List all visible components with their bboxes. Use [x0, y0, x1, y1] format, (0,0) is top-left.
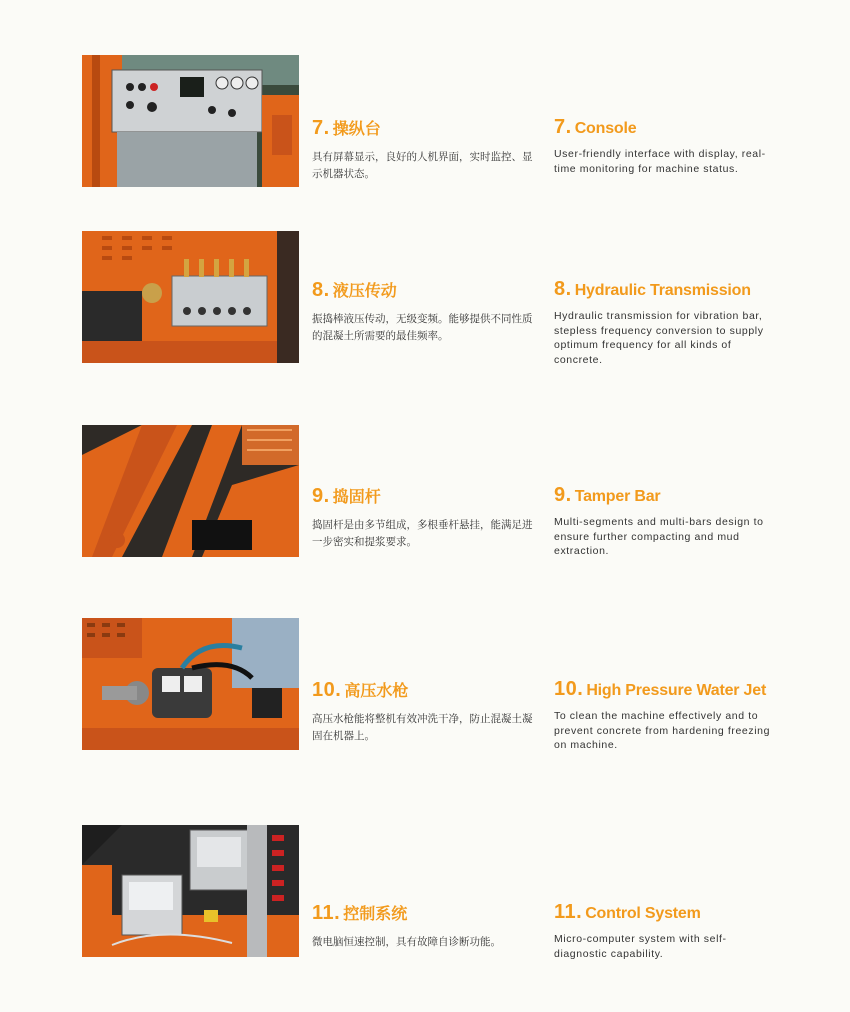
feature-title-en: Console — [574, 120, 637, 137]
console-control-panel-photo — [82, 55, 299, 187]
feature-desc-cn: 具有屏幕显示，良好的人机界面，实时监控、显示机器状态。 — [312, 151, 533, 180]
feature-desc-cn: 微电脑恒速控制，具有故障自诊断功能。 — [312, 936, 501, 948]
feature-desc-en: Micro-computer system with self-diagnostic capability. — [554, 933, 727, 960]
feature-number: 7. — [312, 117, 330, 139]
feature-desc-cn: 高压水枪能将整机有效冲洗干净，防止混凝土凝固在机器上。 — [312, 713, 533, 742]
feature-desc-en: To clean the machine effectively and to prevent concrete from hardening freezing on machine. — [554, 710, 771, 751]
feature-title-en: High Pressure Water Jet — [586, 682, 767, 699]
feature-number: 8. — [554, 278, 572, 300]
feature-number: 10. — [312, 679, 342, 701]
feature-title-cn: 液压传动 — [332, 283, 397, 300]
feature-title-en: Tamper Bar — [574, 488, 661, 505]
tamper-bar-photo — [82, 425, 299, 557]
feature-number: 10. — [554, 678, 584, 700]
feature-title-cn: 操纵台 — [332, 121, 381, 138]
feature-title-en: Hydraulic Transmission — [574, 282, 751, 299]
feature-desc-en: Hydraulic transmission for vibration bar, stepless frequency conversion to supply optimum frequency for all kinds of concrete. — [554, 310, 764, 366]
feature-title-cn: 控制系统 — [343, 906, 408, 923]
feature-title-cn: 捣固杆 — [332, 489, 381, 506]
feature-desc-en: User-friendly interface with display, real-time monitoring for machine status. — [554, 148, 766, 175]
feature-number: 11. — [554, 901, 583, 923]
feature-number: 9. — [554, 484, 572, 506]
feature-desc-cn: 捣固杆是由多节组成，多根垂杆悬挂，能满足进一步密实和提浆要求。 — [312, 519, 533, 548]
feature-title-cn: 高压水枪 — [344, 683, 409, 700]
hydraulic-valve-block-photo — [82, 231, 299, 363]
feature-title-en: Control System — [585, 905, 701, 922]
feature-desc-cn: 振捣棒液压传动，无级变频。能够提供不同性质的混凝土所需要的最佳频率。 — [312, 313, 533, 342]
feature-number: 8. — [312, 279, 330, 301]
feature-number: 9. — [312, 485, 330, 507]
feature-number: 11. — [312, 902, 341, 924]
control-modules-photo — [82, 825, 299, 957]
water-pump-photo — [82, 618, 299, 750]
feature-desc-en: Multi-segments and multi-bars design to ensure further compacting and mud extraction. — [554, 516, 764, 557]
feature-number: 7. — [554, 116, 572, 138]
